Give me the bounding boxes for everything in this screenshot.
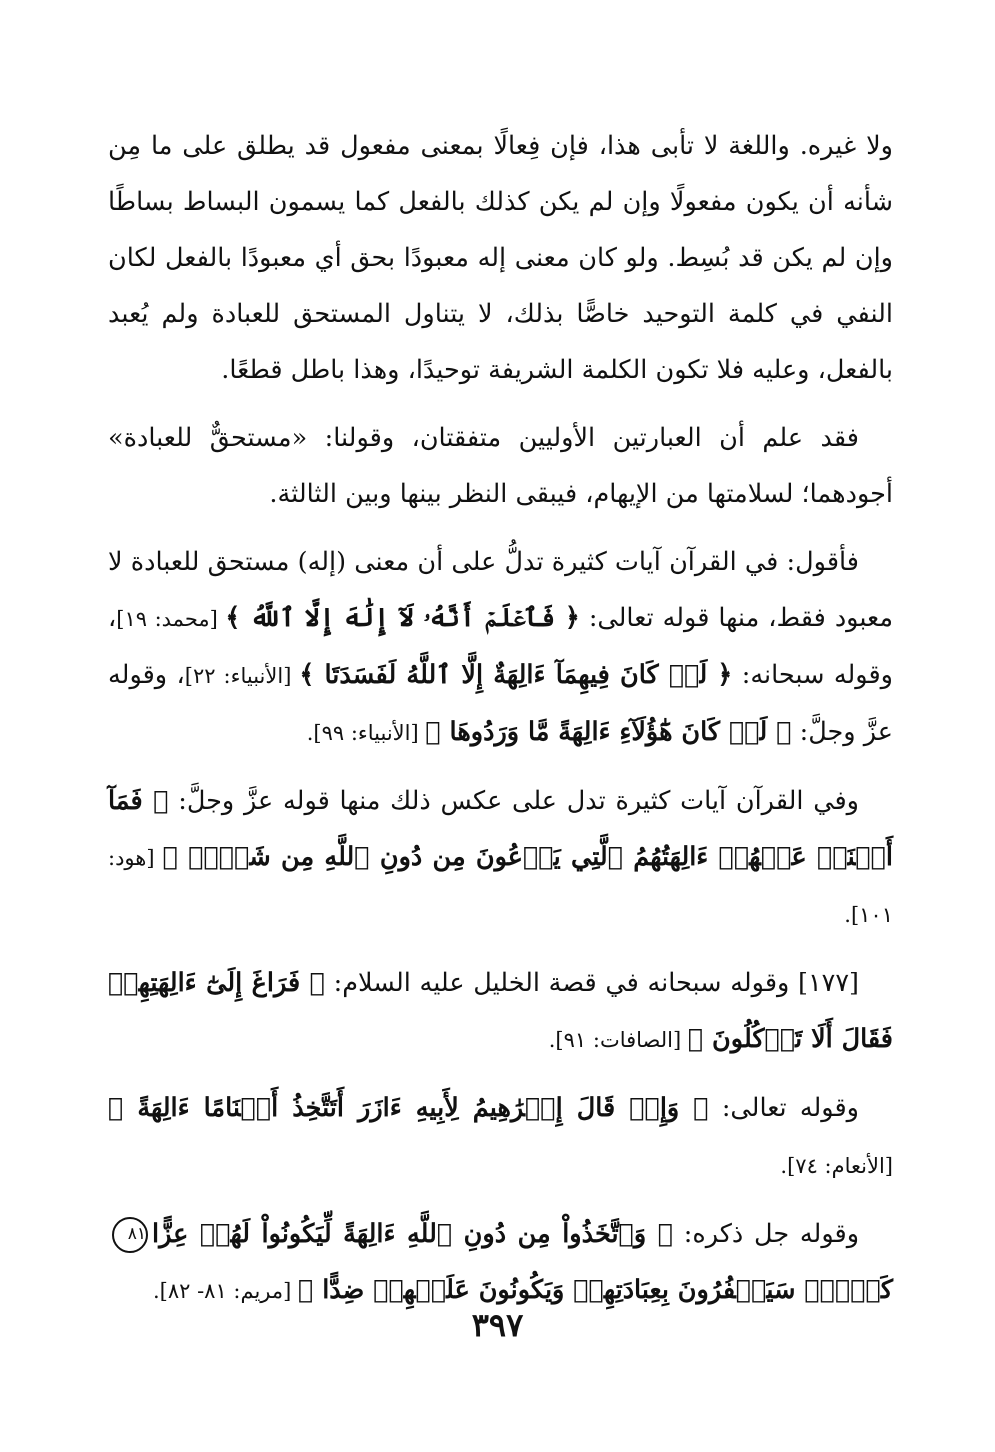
paragraph-text: فأقول: في القرآن آيات كثيرة تدلُّ على أن معنى (إله) مستحق للعبادة لا معبود فقط، منها قوله تعالى:	[108, 547, 894, 633]
quran-verse: ﴿ لَوۡ كَانَ فِيهِمَآ ءَالِهَةٌ إِلَّا ٱللَّهُ لَفَسَدَتَا ﴾	[299, 660, 733, 690]
quran-verse: ﴿ فَٱعۡلَمۡ أَنَّهُۥ لَآ إِلَٰهَ إِلَّا ٱللَّهُ ﴾	[225, 603, 580, 633]
paragraph-text: ، وقوله سبحانه:	[108, 603, 893, 690]
paragraph-text: وقوله جل ذكره:	[673, 1219, 860, 1249]
quran-verse: ﴿ لَوۡ كَانَ هَٰٓؤُلَآءِ ءَالِهَةً مَّا وَرَدُوهَا ﴾	[425, 717, 792, 747]
page-number: ٣٩٧	[471, 1306, 524, 1344]
ayah-number-mark: ٨١	[112, 1217, 148, 1253]
paragraph-7	[108, 1206, 893, 1319]
verse-reference: [مريم: ٨١- ٨٢].	[152, 1279, 299, 1303]
paragraph-text: وفي القرآن آيات كثيرة تدل على عكس ذلك منها قوله عزَّ وجلَّ:	[168, 786, 859, 816]
page-body	[108, 118, 893, 1331]
paragraph-text: ولا غيره. واللغة لا تأبى هذا، فإن فِعالًا بمعنى مفعول قد يطلق على ما مِن شأنه أن يكون مفعولًا وإن لم يكن كذلك بالفعل كما يسمون البساط بساطًا وإن لم يكن قد بُسِط. ولو كان معنى إله معبودًا بحق أي معبودًا بالفعل لكان النفي في كلمة التوحيد خاصًّا بذلك، لا يتناول المستحق للعبادة ولم يُعبد بالفعل، وعليه فلا تكون الكلمة الشريفة توحيدًا، وهذا باطل قطعًا.	[108, 131, 893, 385]
paragraph-2	[108, 410, 893, 522]
verse-reference: [هود: ١٠١].	[108, 846, 893, 927]
paragraph-1	[108, 118, 893, 398]
verse-reference: [محمد: ١٩]	[116, 607, 226, 631]
verse-reference: [الأنعام: ٧٤].	[780, 1154, 893, 1178]
quran-verse: ﴿ فَمَآ أَغۡنَتۡ عَنۡهُمۡ ءَالِهَتُهُمُ ٱلَّتِي يَدۡعُونَ مِن دُونِ ٱللَّهِ مِن شَيۡءٖ ﴾	[108, 786, 894, 872]
verse-reference: [الأنبياء: ٢٢]	[184, 664, 300, 688]
paragraph-4	[108, 773, 893, 943]
paragraph-text: فقد علم أن العبارتين الأوليين متفقتان، وقولنا: «مستحقٌّ للعبادة» أجودهما؛ لسلامتها من الإيهام، فيبقى النظر بينها وبين الثالثة.	[108, 423, 893, 509]
paragraph-text: ، وقوله عزَّ وجلَّ:	[108, 660, 893, 747]
paragraph-3	[108, 534, 893, 761]
quran-verse: ﴿ وَٱتَّخَذُواْ مِن دُونِ ٱللَّهِ ءَالِهَةً لِّيَكُونُواْ لَهُمۡ عِزًّا	[152, 1219, 674, 1249]
paragraph-5	[108, 955, 893, 1068]
paragraph-text: [١٧٧] وقوله سبحانه في قصة الخليل عليه السلام:	[324, 968, 859, 998]
quran-verse: ﴿ وَإِذۡ قَالَ إِبۡرَٰهِيمُ لِأَبِيهِ ءَازَرَ أَتَتَّخِذُ أَصۡنَامًا ءَالِهَةً ﴾	[108, 1093, 709, 1123]
paragraph-6	[108, 1080, 893, 1194]
verse-reference: [الأنبياء: ٩٩].	[306, 721, 426, 745]
quran-verse: ﴿ فَرَاغَ إِلَىٰٓ ءَالِهَتِهِمۡ فَقَالَ أَلَا تَأۡكُلُونَ ﴾	[108, 968, 893, 1054]
paragraph-text: وقوله تعالى:	[708, 1093, 859, 1123]
verse-reference: [الصافات: ٩١].	[548, 1028, 688, 1052]
quran-verse: كَلَّاۚ سَيَكۡفُرُونَ بِعِبَادَتِهِمۡ وَيَكُونُونَ عَلَيۡهِمۡ ضِدًّا ﴾	[298, 1275, 893, 1305]
